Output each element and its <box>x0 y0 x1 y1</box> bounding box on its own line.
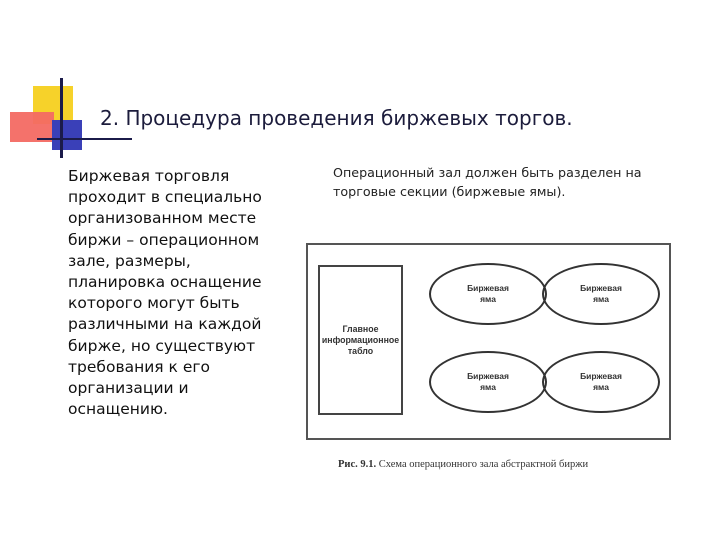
trading-pit <box>429 351 547 413</box>
figure-caption <box>338 459 678 470</box>
decor-vertical-line <box>60 78 63 158</box>
figure-caption-label: Рис. 9.1. <box>338 459 377 470</box>
trading-pit-label: Биржевая яма <box>580 283 622 304</box>
info-board-label: Главное информационное табло <box>321 323 400 356</box>
trading-hall-diagram <box>306 243 671 440</box>
left-body-text: Биржевая торговля проходит в специально организованном месте биржи – операционном зале, размеры, планировка оснащение которого могут быть различными на каждой бирже, но существуют требования к его организации и оснащению. <box>68 167 262 419</box>
decor-blue-square <box>52 120 82 150</box>
trading-pit-label: Биржевая яма <box>580 371 622 392</box>
trading-pit-label: Биржевая яма <box>467 283 509 304</box>
info-board <box>318 265 403 415</box>
slide-title: 2. Процедура проведения биржевых торгов. <box>100 106 573 130</box>
trading-pit-label: Биржевая яма <box>467 371 509 392</box>
decor-horizontal-line <box>37 138 132 140</box>
trading-pit <box>542 351 660 413</box>
right-body-text: Операционный зал должен быть разделен на торговые секции (биржевые ямы). <box>333 165 642 199</box>
trading-pit <box>429 263 547 325</box>
trading-pit <box>542 263 660 325</box>
figure-caption-text: Схема операционного зала абстрактной биржи <box>378 459 589 470</box>
